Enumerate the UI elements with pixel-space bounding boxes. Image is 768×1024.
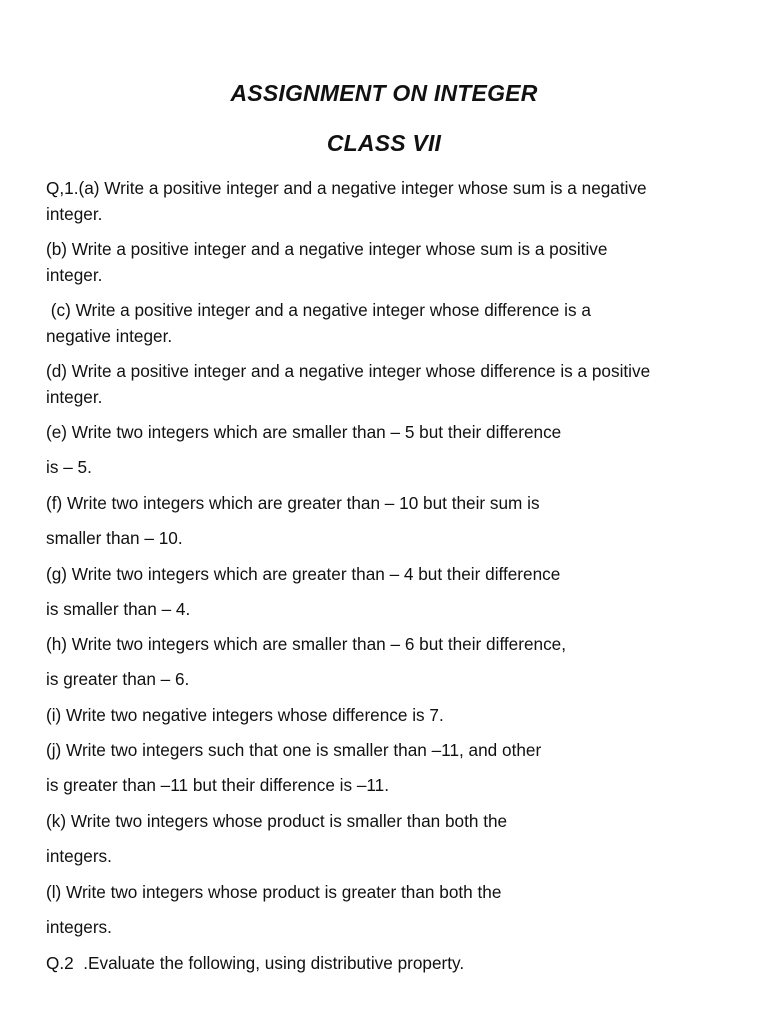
q1k-line-2: integers. <box>46 846 112 866</box>
q1e-line-2: is – 5. <box>46 457 92 477</box>
q1h-line-2: is greater than – 6. <box>46 669 190 689</box>
q1a-line-1: Q,1.(a) Write a positive integer and a negative integer whose sum is a negative <box>46 178 647 198</box>
q1i-line-1: (i) Write two negative integers whose difference is 7. <box>46 705 444 725</box>
q1f-line-1: (f) Write two integers which are greater than – 10 but their sum is <box>46 493 540 513</box>
q1j-line-1: (j) Write two integers such that one is smaller than –11, and other <box>46 740 542 760</box>
q1d-line-1: (d) Write a positive integer and a negative integer whose difference is a positive <box>46 361 651 381</box>
q1l-line-1: (l) Write two integers whose product is greater than both the <box>46 882 502 902</box>
q1f-line-2: smaller than – 10. <box>46 528 183 548</box>
q1k-line-1: (k) Write two integers whose product is smaller than both the <box>46 811 508 831</box>
q1b-line-1: (b) Write a positive integer and a negative integer whose sum is a positive <box>46 239 608 259</box>
q1e-line-1: (e) Write two integers which are smaller than – 5 but their difference <box>46 422 562 442</box>
q1g-line-2: is smaller than – 4. <box>46 599 191 619</box>
q1h-line-1: (h) Write two integers which are smaller than – 6 but their difference, <box>46 634 567 654</box>
page-title: ASSIGNMENT ON INTEGER <box>230 80 538 106</box>
page-subtitle: CLASS VII <box>326 130 442 156</box>
q1d-line-2: integer. <box>46 387 103 407</box>
q1c-line-2: negative integer. <box>46 326 173 346</box>
q1j-line-2: is greater than –11 but their difference is –11. <box>46 775 390 795</box>
q1l-line-2: integers. <box>46 917 112 937</box>
q1g-line-1: (g) Write two integers which are greater than – 4 but their difference <box>46 564 561 584</box>
q1b-line-2: integer. <box>46 265 103 285</box>
q1c-line-1: (c) Write a positive integer and a negative integer whose difference is a <box>46 300 591 320</box>
q1a-line-2: integer. <box>46 204 103 224</box>
q2-line-1: Q.2 .Evaluate the following, using distributive property. <box>46 953 465 973</box>
